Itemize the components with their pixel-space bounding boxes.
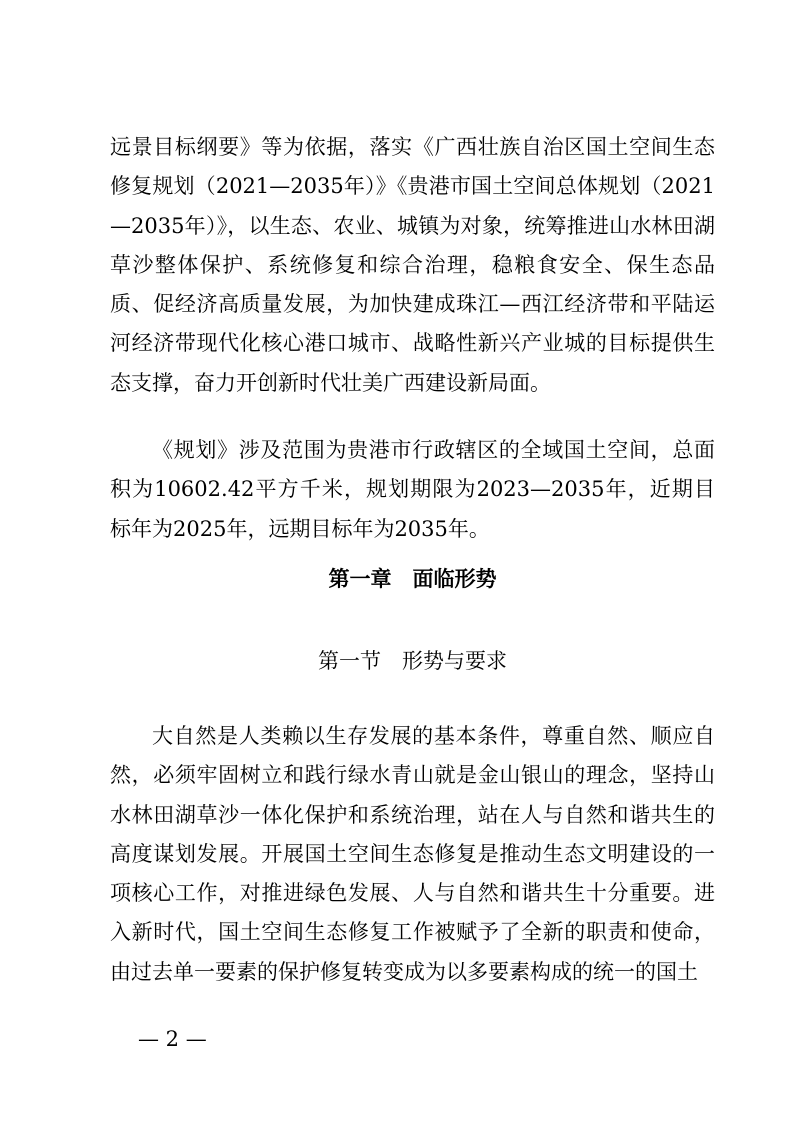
paragraph-situation: 大自然是人类赖以生存发展的基本条件，尊重自然、顺应自然，必须牢固树立和践行绿水青山就是金山银山的理念，坚持山水林田湖草沙一体化保护和系统治理，站在人与自然和谐共生的高度谋划发展。开展国土空间生态修复是推动生态文明建设的一项核心工作，对推进绿色发展、人与自然和谐共生十分重要。进入新时代，国土空间生态修复工作被赋予了全新的职责和使命，由过去单一要素的保护修复转变成为以多要素构成的统一的国土 xyxy=(110,724,715,984)
paragraph-continuation: 远景目标纲要》等为依据，落实《广西壮族自治区国土空间生态修复规划（2021—2035年）》《贵港市国土空间总体规划（2021—2035年）》，以生态、农业、城镇为对象，统筹推进山水林田湖草沙整体保护、系统修复和综合治理，稳粮食安全、保生态品质、促经济高质量发展，为加快建成珠江—西江经济带和平陆运河经济带现代化核心港口城市、战略性新兴产业城的目标提供生态支撑，奋力开创新时代壮美广西建设新局面。 xyxy=(110,135,715,395)
section-title: 第一节 形势与要求 xyxy=(318,649,507,673)
page-number: — 2 — xyxy=(138,1027,207,1051)
chapter-title: 第一章 面临形势 xyxy=(328,567,497,591)
paragraph-scope: 《规划》涉及范围为贵港市行政辖区的全域国土空间，总面积为10602.42平方千米，规划期限为2023—2035年，近期目标年为2025年，远期目标年为2035年。 xyxy=(110,438,715,541)
